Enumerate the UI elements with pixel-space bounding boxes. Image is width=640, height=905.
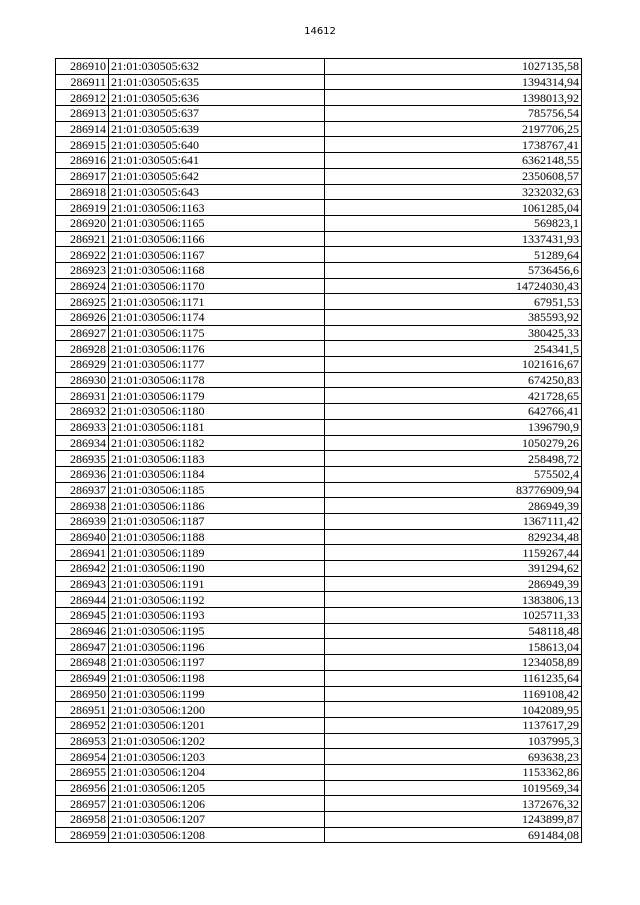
row-number-cell: 286946 (56, 623, 109, 639)
table-row (56, 310, 582, 326)
table-row (56, 90, 582, 106)
table-row (56, 482, 582, 498)
row-number-cell: 286925 (56, 294, 109, 310)
table-row (56, 262, 582, 278)
cadastral-value-cell: 1234058,89 (325, 655, 582, 671)
cadastral-number-cell: 21:01:030506:1203 (109, 749, 325, 765)
row-number-cell: 286936 (56, 466, 109, 482)
row-number-cell: 286955 (56, 764, 109, 780)
table-row (56, 545, 582, 561)
row-number-cell: 286957 (56, 796, 109, 812)
table-row (56, 153, 582, 169)
row-number-cell: 286942 (56, 561, 109, 577)
table-row (56, 686, 582, 702)
row-number-cell: 286915 (56, 137, 109, 153)
table-row (56, 168, 582, 184)
table-row (56, 702, 582, 718)
cadastral-number-cell: 21:01:030506:1183 (109, 451, 325, 467)
cadastral-number-cell: 21:01:030506:1207 (109, 812, 325, 828)
cadastral-value-cell: 785756,54 (325, 106, 582, 122)
row-number-cell: 286951 (56, 702, 109, 718)
cadastral-number-cell: 21:01:030505:639 (109, 121, 325, 137)
cadastral-value-cell: 254341,5 (325, 341, 582, 357)
cadastral-value-cell: 1372676,32 (325, 796, 582, 812)
cadastral-number-cell: 21:01:030506:1198 (109, 670, 325, 686)
cadastral-number-cell: 21:01:030506:1208 (109, 827, 325, 843)
row-number-cell: 286923 (56, 262, 109, 278)
cadastral-value-cell: 1243899,87 (325, 812, 582, 828)
cadastral-value-cell: 1367111,42 (325, 513, 582, 529)
row-number-cell: 286928 (56, 341, 109, 357)
cadastral-number-cell: 21:01:030505:636 (109, 90, 325, 106)
cadastral-value-cell: 1153362,86 (325, 764, 582, 780)
table-row (56, 325, 582, 341)
row-number-cell: 286916 (56, 153, 109, 169)
cadastral-number-cell: 21:01:030505:637 (109, 106, 325, 122)
cadastral-number-cell: 21:01:030506:1168 (109, 262, 325, 278)
cadastral-number-cell: 21:01:030506:1184 (109, 466, 325, 482)
cadastral-value-cell: 1159267,44 (325, 545, 582, 561)
cadastral-number-cell: 21:01:030506:1201 (109, 717, 325, 733)
table-row (56, 733, 582, 749)
cadastral-value-cell: 1337431,93 (325, 231, 582, 247)
cadastral-value-cell: 6362148,55 (325, 153, 582, 169)
table-row (56, 231, 582, 247)
cadastral-value-cell: 1037995,3 (325, 733, 582, 749)
row-number-cell: 286954 (56, 749, 109, 765)
cadastral-value-cell: 1061285,04 (325, 200, 582, 216)
table-row (56, 513, 582, 529)
cadastral-value-cell: 1027135,58 (325, 59, 582, 75)
cadastral-value-cell: 1025711,33 (325, 608, 582, 624)
cadastral-value-cell: 1398013,92 (325, 90, 582, 106)
row-number-cell: 286932 (56, 404, 109, 420)
row-number-cell: 286930 (56, 372, 109, 388)
cadastral-number-cell: 21:01:030506:1192 (109, 592, 325, 608)
table-row (56, 215, 582, 231)
table-row (56, 121, 582, 137)
cadastral-number-cell: 21:01:030506:1196 (109, 639, 325, 655)
row-number-cell: 286947 (56, 639, 109, 655)
cadastral-value-cell: 2350608,57 (325, 168, 582, 184)
row-number-cell: 286934 (56, 435, 109, 451)
cadastral-number-cell: 21:01:030506:1188 (109, 529, 325, 545)
row-number-cell: 286948 (56, 655, 109, 671)
cadastral-number-cell: 21:01:030505:641 (109, 153, 325, 169)
cadastral-number-cell: 21:01:030506:1165 (109, 215, 325, 231)
table-row (56, 764, 582, 780)
cadastral-number-cell: 21:01:030506:1166 (109, 231, 325, 247)
table-row (56, 796, 582, 812)
cadastral-number-cell: 21:01:030506:1178 (109, 372, 325, 388)
cadastral-value-cell: 569823,1 (325, 215, 582, 231)
table-row (56, 498, 582, 514)
table-body (56, 59, 582, 843)
cadastral-number-cell: 21:01:030506:1200 (109, 702, 325, 718)
cadastral-value-cell: 258498,72 (325, 451, 582, 467)
row-number-cell: 286920 (56, 215, 109, 231)
table-row (56, 137, 582, 153)
table-row (56, 561, 582, 577)
cadastral-number-cell: 21:01:030506:1181 (109, 419, 325, 435)
cadastral-value-cell: 158613,04 (325, 639, 582, 655)
row-number-cell: 286926 (56, 310, 109, 326)
table-row (56, 670, 582, 686)
cadastral-number-cell: 21:01:030506:1205 (109, 780, 325, 796)
row-number-cell: 286914 (56, 121, 109, 137)
row-number-cell: 286949 (56, 670, 109, 686)
cadastral-value-cell: 1394314,94 (325, 74, 582, 90)
table-row (56, 294, 582, 310)
cadastral-number-cell: 21:01:030506:1197 (109, 655, 325, 671)
table-row (56, 435, 582, 451)
row-number-cell: 286941 (56, 545, 109, 561)
table-row (56, 372, 582, 388)
row-number-cell: 286933 (56, 419, 109, 435)
row-number-cell: 286937 (56, 482, 109, 498)
row-number-cell: 286931 (56, 388, 109, 404)
cadastral-number-cell: 21:01:030506:1202 (109, 733, 325, 749)
cadastral-value-cell: 691484,08 (325, 827, 582, 843)
row-number-cell: 286958 (56, 812, 109, 828)
row-number-cell: 286945 (56, 608, 109, 624)
cadastral-value-cell: 1161235,64 (325, 670, 582, 686)
table-row (56, 451, 582, 467)
row-number-cell: 286921 (56, 231, 109, 247)
row-number-cell: 286952 (56, 717, 109, 733)
cadastral-value-cell: 3232032,63 (325, 184, 582, 200)
table-row (56, 608, 582, 624)
cadastral-number-cell: 21:01:030506:1199 (109, 686, 325, 702)
cadastral-value-cell: 2197706,25 (325, 121, 582, 137)
row-number-cell: 286911 (56, 74, 109, 90)
table-row (56, 827, 582, 843)
cadastral-value-cell: 674250,83 (325, 372, 582, 388)
table-row (56, 341, 582, 357)
cadastral-value-cell: 391294,62 (325, 561, 582, 577)
table-row (56, 812, 582, 828)
cadastral-number-cell: 21:01:030506:1175 (109, 325, 325, 341)
table-row (56, 419, 582, 435)
cadastral-number-cell: 21:01:030506:1186 (109, 498, 325, 514)
cadastral-value-cell: 1021616,67 (325, 357, 582, 373)
row-number-cell: 286938 (56, 498, 109, 514)
row-number-cell: 286939 (56, 513, 109, 529)
row-number-cell: 286950 (56, 686, 109, 702)
table-row (56, 623, 582, 639)
cadastral-value-cell: 829234,48 (325, 529, 582, 545)
cadastral-value-cell: 693638,23 (325, 749, 582, 765)
cadastral-number-cell: 21:01:030506:1163 (109, 200, 325, 216)
cadastral-number-cell: 21:01:030505:642 (109, 168, 325, 184)
cadastral-number-cell: 21:01:030505:632 (109, 59, 325, 75)
cadastral-value-cell: 642766,41 (325, 404, 582, 420)
table-row (56, 404, 582, 420)
cadastral-number-cell: 21:01:030506:1167 (109, 247, 325, 263)
cadastral-value-cell: 575502,4 (325, 466, 582, 482)
cadastral-value-table (55, 58, 582, 843)
table-row (56, 200, 582, 216)
row-number-cell: 286918 (56, 184, 109, 200)
cadastral-number-cell: 21:01:030506:1171 (109, 294, 325, 310)
cadastral-value-cell: 1169108,42 (325, 686, 582, 702)
table-row (56, 749, 582, 765)
table-row (56, 717, 582, 733)
cadastral-value-cell: 286949,39 (325, 498, 582, 514)
cadastral-value-cell: 421728,65 (325, 388, 582, 404)
cadastral-value-cell: 1383806,13 (325, 592, 582, 608)
table-row (56, 388, 582, 404)
row-number-cell: 286913 (56, 106, 109, 122)
table-row (56, 357, 582, 373)
cadastral-value-cell: 1137617,29 (325, 717, 582, 733)
cadastral-value-cell: 380425,33 (325, 325, 582, 341)
table-row (56, 184, 582, 200)
cadastral-value-cell: 5736456,6 (325, 262, 582, 278)
table-row (56, 780, 582, 796)
row-number-cell: 286944 (56, 592, 109, 608)
row-number-cell: 286953 (56, 733, 109, 749)
table-row (56, 529, 582, 545)
cadastral-value-cell: 286949,39 (325, 576, 582, 592)
cadastral-number-cell: 21:01:030506:1204 (109, 764, 325, 780)
table-row (56, 247, 582, 263)
row-number-cell: 286924 (56, 278, 109, 294)
row-number-cell: 286922 (56, 247, 109, 263)
cadastral-number-cell: 21:01:030506:1191 (109, 576, 325, 592)
cadastral-value-cell: 1042089,95 (325, 702, 582, 718)
cadastral-number-cell: 21:01:030506:1180 (109, 404, 325, 420)
row-number-cell: 286912 (56, 90, 109, 106)
row-number-cell: 286919 (56, 200, 109, 216)
cadastral-number-cell: 21:01:030506:1174 (109, 310, 325, 326)
table-row (56, 466, 582, 482)
table-row (56, 639, 582, 655)
cadastral-number-cell: 21:01:030506:1206 (109, 796, 325, 812)
cadastral-number-cell: 21:01:030506:1170 (109, 278, 325, 294)
row-number-cell: 286927 (56, 325, 109, 341)
row-number-cell: 286910 (56, 59, 109, 75)
cadastral-number-cell: 21:01:030506:1193 (109, 608, 325, 624)
table-row (56, 655, 582, 671)
page-number: 14612 (304, 26, 336, 37)
cadastral-number-cell: 21:01:030506:1182 (109, 435, 325, 451)
cadastral-value-cell: 385593,92 (325, 310, 582, 326)
cadastral-value-cell: 83776909,94 (325, 482, 582, 498)
row-number-cell: 286959 (56, 827, 109, 843)
table-row (56, 59, 582, 75)
cadastral-number-cell: 21:01:030506:1187 (109, 513, 325, 529)
cadastral-number-cell: 21:01:030506:1185 (109, 482, 325, 498)
table-row (56, 576, 582, 592)
row-number-cell: 286956 (56, 780, 109, 796)
cadastral-number-cell: 21:01:030506:1195 (109, 623, 325, 639)
row-number-cell: 286940 (56, 529, 109, 545)
table-row (56, 74, 582, 90)
cadastral-value-cell: 67951,53 (325, 294, 582, 310)
cadastral-number-cell: 21:01:030506:1179 (109, 388, 325, 404)
cadastral-value-cell: 548118,48 (325, 623, 582, 639)
row-number-cell: 286943 (56, 576, 109, 592)
table-row (56, 106, 582, 122)
cadastral-number-cell: 21:01:030505:635 (109, 74, 325, 90)
cadastral-value-cell: 1738767,41 (325, 137, 582, 153)
cadastral-number-cell: 21:01:030505:643 (109, 184, 325, 200)
table-row (56, 592, 582, 608)
row-number-cell: 286917 (56, 168, 109, 184)
cadastral-number-cell: 21:01:030505:640 (109, 137, 325, 153)
cadastral-number-cell: 21:01:030506:1177 (109, 357, 325, 373)
cadastral-value-cell: 1019569,34 (325, 780, 582, 796)
table-row (56, 278, 582, 294)
cadastral-value-cell: 14724030,43 (325, 278, 582, 294)
row-number-cell: 286929 (56, 357, 109, 373)
row-number-cell: 286935 (56, 451, 109, 467)
cadastral-number-cell: 21:01:030506:1190 (109, 561, 325, 577)
cadastral-number-cell: 21:01:030506:1176 (109, 341, 325, 357)
cadastral-value-cell: 51289,64 (325, 247, 582, 263)
cadastral-value-cell: 1396790,9 (325, 419, 582, 435)
cadastral-value-cell: 1050279,26 (325, 435, 582, 451)
cadastral-number-cell: 21:01:030506:1189 (109, 545, 325, 561)
